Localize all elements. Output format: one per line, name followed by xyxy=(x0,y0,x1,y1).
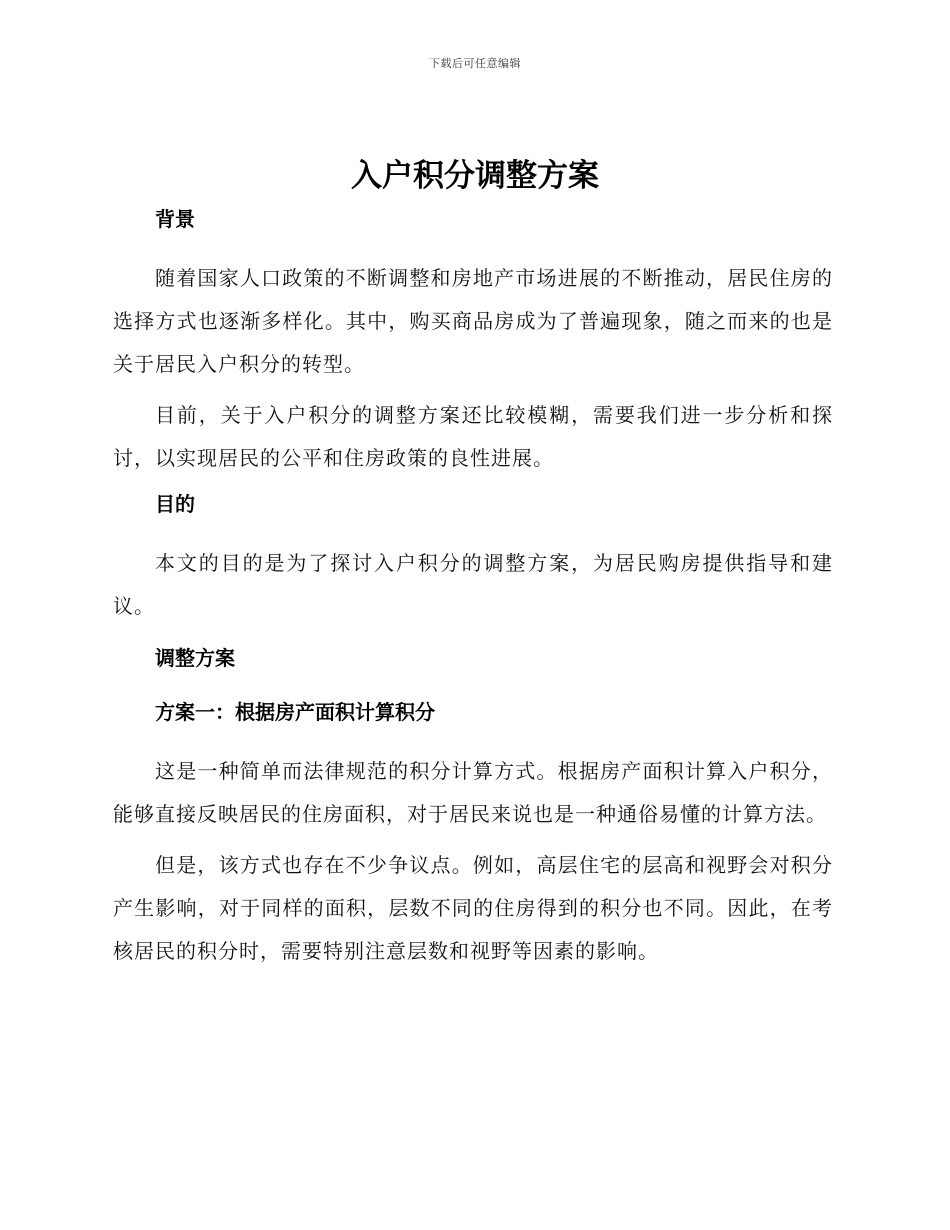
section-heading-purpose: 目的 xyxy=(155,492,195,516)
section-heading-background: 背景 xyxy=(155,207,195,231)
paragraph-background-1: 随着国家人口政策的不断调整和房地产市场进展的不断推动，居民住房的选择方式也逐渐多样化。其中，购买商品房成为了普遍现象，随之而来的也是关于居民入户积分的转型。 xyxy=(113,266,833,376)
header-note: 下载后可任意编辑 xyxy=(429,57,521,70)
subsection-heading-plan1: 方案一：根据房产面积计算积分 xyxy=(155,700,435,724)
paragraph-purpose-1: 本文的目的是为了探讨入户积分的调整方案，为居民购房提供指导和建议。 xyxy=(113,551,833,618)
document-body xyxy=(113,203,833,981)
paragraph-plan1-1: 这是一种简单而法律规范的积分计算方式。根据房产面积计算入户积分，能够直接反映居民的住房面积，对于居民来说也是一种通俗易懂的计算方法。 xyxy=(113,759,833,826)
page-title: 入户积分调整方案 xyxy=(351,158,599,194)
paragraph-background-2: 目前，关于入户积分的调整方案还比较模糊，需要我们进一步分析和探讨，以实现居民的公平和住房政策的良性进展。 xyxy=(113,403,833,470)
paragraph-plan1-2: 但是，该方式也存在不少争议点。例如，高层住宅的层高和视野会对积分产生影响，对于同样的面积，层数不同的住房得到的积分也不同。因此，在考核居民的积分时，需要特别注意层数和视野等因素的影响。 xyxy=(113,853,833,963)
section-heading-plan: 调整方案 xyxy=(155,646,235,670)
